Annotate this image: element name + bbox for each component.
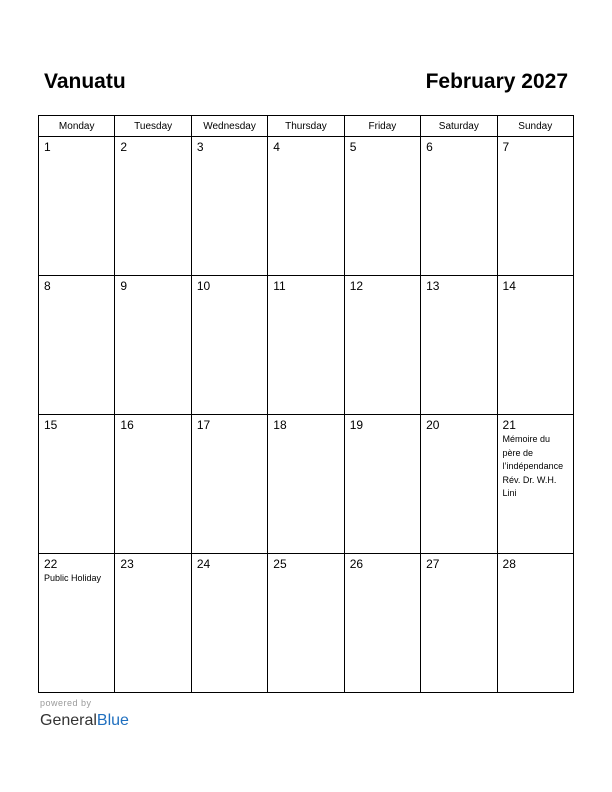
day-number: 10 xyxy=(196,279,211,293)
day-cell xyxy=(344,276,420,415)
weekday-header-friday: Friday xyxy=(344,116,420,137)
day-number: 15 xyxy=(44,418,58,432)
day-cell xyxy=(421,415,497,554)
weekday-header-saturday: Saturday xyxy=(421,116,497,137)
day-event xyxy=(115,432,190,433)
day-cell xyxy=(497,276,573,415)
day-cell xyxy=(421,554,497,693)
generalblue-logo[interactable] xyxy=(40,711,129,731)
day-event xyxy=(421,571,496,572)
day-number: 25 xyxy=(273,557,287,571)
day-cell xyxy=(497,415,573,554)
day-number: 27 xyxy=(426,557,440,571)
day-number: 11 xyxy=(273,279,286,293)
weekday-header-monday: Monday xyxy=(39,116,115,137)
day-cell xyxy=(39,554,115,693)
day-number: 2 xyxy=(120,140,128,154)
day-cell xyxy=(344,415,420,554)
day-event xyxy=(192,432,267,433)
day-cell xyxy=(268,137,344,276)
day-event xyxy=(268,571,343,572)
day-number: 24 xyxy=(196,557,211,571)
day-number: 6 xyxy=(426,140,433,154)
day-event xyxy=(115,154,190,155)
day-number: 17 xyxy=(196,418,211,432)
day-cell xyxy=(497,554,573,693)
day-event xyxy=(39,293,114,294)
day-cell xyxy=(115,276,191,415)
month-title: February 2027 xyxy=(425,70,568,93)
powered-by-text: powered by xyxy=(40,698,92,708)
day-cell xyxy=(421,276,497,415)
day-event xyxy=(498,571,573,572)
day-number: 21 xyxy=(502,418,516,432)
day-event xyxy=(345,154,420,155)
day-event xyxy=(345,571,420,572)
weekday-header-tuesday: Tuesday xyxy=(115,116,191,137)
day-number: 28 xyxy=(502,557,516,571)
day-event xyxy=(345,293,420,294)
day-cell xyxy=(191,554,267,693)
weekday-header-row xyxy=(39,116,574,137)
weekday-header-sunday: Sunday xyxy=(497,116,573,137)
day-cell xyxy=(344,137,420,276)
brand-blue-text: Blue xyxy=(96,712,129,729)
day-event xyxy=(115,293,190,294)
day-number: 9 xyxy=(120,279,128,293)
day-number: 8 xyxy=(44,279,51,293)
day-number: 4 xyxy=(273,140,280,154)
day-event xyxy=(192,293,267,294)
weekday-header-thursday: Thursday xyxy=(268,116,344,137)
day-number: 26 xyxy=(349,557,364,571)
day-number: 22 xyxy=(44,557,58,571)
day-cell xyxy=(115,137,191,276)
brand-general-text: General xyxy=(40,712,97,729)
day-number: 16 xyxy=(120,418,134,432)
day-cell xyxy=(115,554,191,693)
day-cell xyxy=(191,415,267,554)
day-cell xyxy=(497,137,573,276)
day-cell xyxy=(191,276,267,415)
day-number: 5 xyxy=(349,140,357,154)
day-number: 12 xyxy=(349,279,364,293)
day-cell xyxy=(39,276,115,415)
day-cell xyxy=(115,415,191,554)
week-row xyxy=(39,415,574,554)
day-event xyxy=(115,571,190,572)
day-number: 20 xyxy=(426,418,440,432)
week-row xyxy=(39,554,574,693)
country-title: Vanuatu xyxy=(44,70,126,93)
day-number: 14 xyxy=(502,279,516,293)
day-event xyxy=(268,432,343,433)
day-cell xyxy=(268,276,344,415)
day-cell xyxy=(39,415,115,554)
day-event xyxy=(421,154,496,155)
day-cell xyxy=(191,137,267,276)
day-number: 3 xyxy=(196,140,204,154)
day-cell xyxy=(268,554,344,693)
day-event xyxy=(421,293,496,294)
day-number: 23 xyxy=(120,557,134,571)
week-row xyxy=(39,276,574,415)
day-number: 19 xyxy=(349,418,364,432)
weekday-header-wednesday: Wednesday xyxy=(191,116,267,137)
day-number: 13 xyxy=(426,279,440,293)
day-event xyxy=(192,154,267,155)
day-cell xyxy=(421,137,497,276)
day-number: 18 xyxy=(273,418,287,432)
day-event xyxy=(498,293,573,294)
day-number: 1 xyxy=(44,140,51,154)
day-cell xyxy=(268,415,344,554)
day-event: Public Holiday xyxy=(44,573,102,583)
footer xyxy=(40,698,129,731)
day-event xyxy=(39,154,114,155)
day-event xyxy=(421,432,496,433)
day-event xyxy=(268,154,343,155)
day-cell xyxy=(344,554,420,693)
day-cell xyxy=(39,137,115,276)
day-event xyxy=(498,154,573,155)
day-event xyxy=(192,571,267,572)
day-event: Mémoire du père de l’indépendance Rév. Dr. W.H. Lini xyxy=(502,434,564,498)
day-event xyxy=(39,432,114,433)
calendar-grid xyxy=(38,115,574,693)
day-event xyxy=(345,432,420,433)
week-row xyxy=(39,137,574,276)
day-number: 7 xyxy=(502,140,510,154)
day-event xyxy=(268,293,343,294)
